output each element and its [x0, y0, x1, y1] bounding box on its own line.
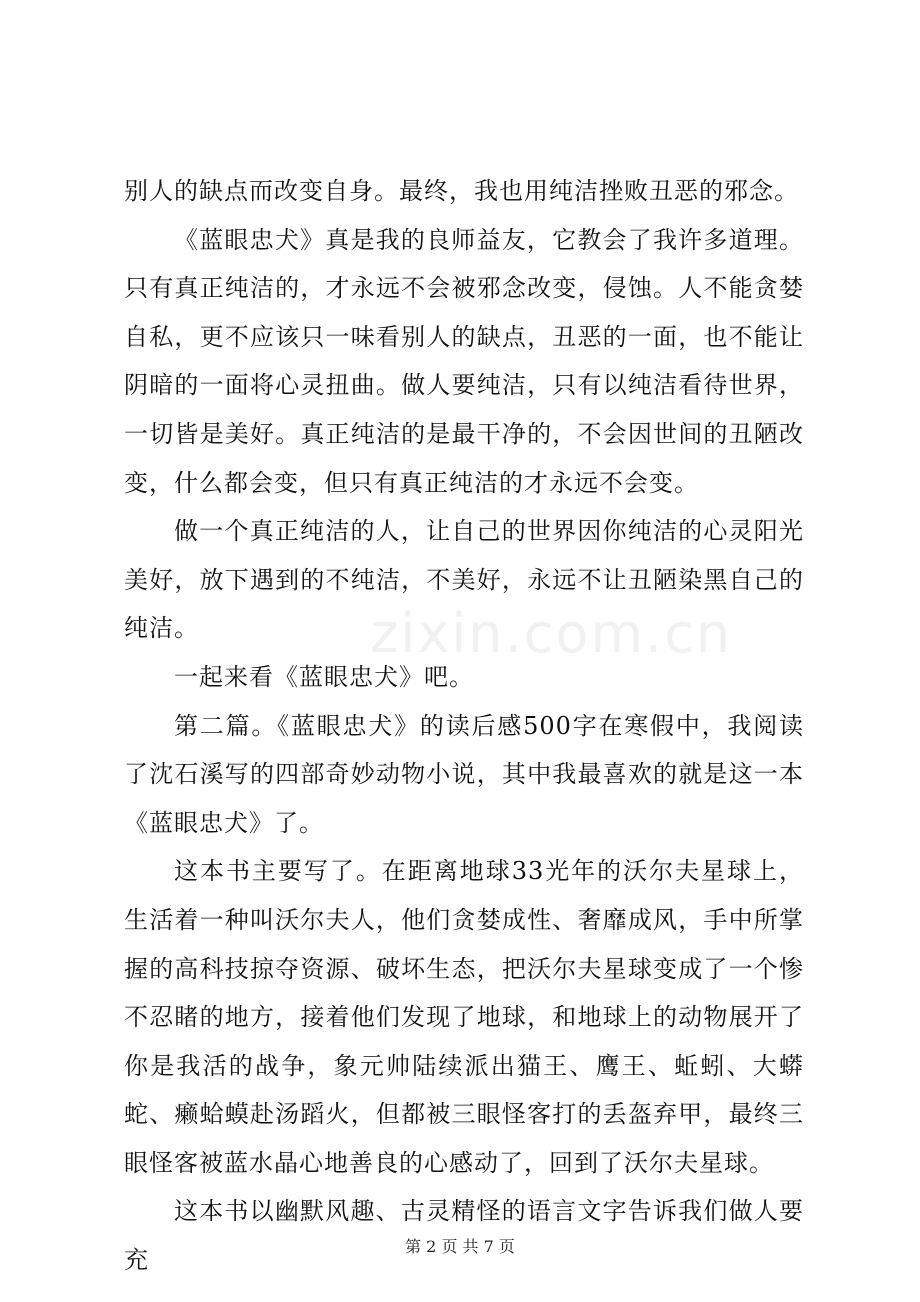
paragraph: 这本书以幽默风趣、古灵精怪的语言文字告诉我们做人要充	[124, 1197, 804, 1275]
paragraph: 第二篇。《蓝眼忠犬》的读后感500字在寒假中，我阅读了沈石溪写的四部奇妙动物小说，其中我最喜欢的就是这一本《蓝眼忠犬》了。	[124, 711, 804, 837]
paragraph-continuation: 别人的缺点而改变自身。最终，我也用纯洁挫败丑恶的邪念。	[124, 177, 799, 205]
document-body	[124, 167, 804, 1285]
paragraph: 这本书主要写了。在距离地球33光年的沃尔夫星球上，生活着一种叫沃尔夫人，他们贪婪成性、奢靡成风，手中所掌握的高科技掠夺资源、破坏生态，把沃尔夫星球变成了一个惨不忍睹的地方，接着他们发现了地球，和地球上的动物展开了你是我活的战争，象元帅陆续派出猫王、鹰王、蚯蚓、大蟒蛇、癞蛤蟆赴汤蹈火，但都被三眼怪客打的丢盔弃甲，最终三眼怪客被蓝水晶心地善良的心感动了，回到了沃尔夫星球。	[124, 857, 804, 1177]
page-number-footer: 第 2 页 共 7 页	[405, 1237, 515, 1256]
watermark: zixin.com.cn	[370, 602, 733, 665]
paragraph: 一起来看《蓝眼忠犬》吧。	[174, 662, 474, 691]
paragraph: 《蓝眼忠犬》真是我的良师益友，它教会了我许多道理。只有真正纯洁的，才永远不会被邪念改变，侵蚀。人不能贪婪自私，更不应该只一味看别人的缺点，丑恶的一面，也不能让阴暗的一面将心灵扭曲。做人要纯洁，只有以纯洁看待世界，一切皆是美好。真正纯洁的是最干净的，不会因世间的丑陋改变，什么都会变，但只有真正纯洁的才永远不会变。	[124, 225, 804, 497]
paragraph: 做一个真正纯洁的人，让自己的世界因你纯洁的心灵阳光美好，放下遇到的不纯洁，不美好，永远不让丑陋染黑自己的纯洁。	[124, 517, 804, 643]
